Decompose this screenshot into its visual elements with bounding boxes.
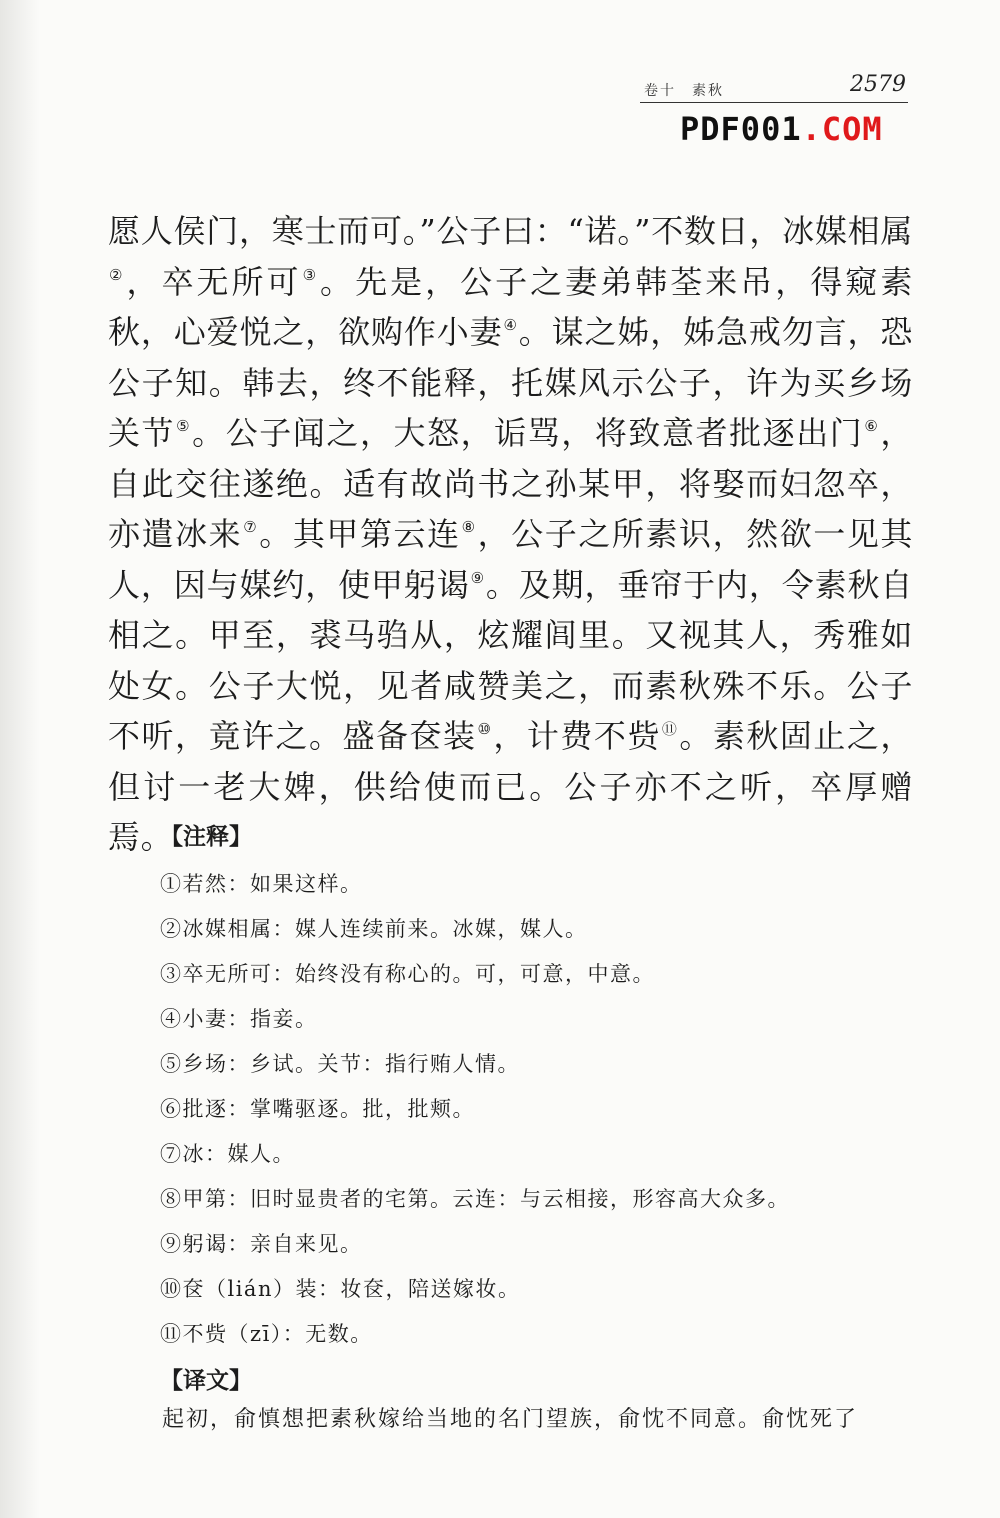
note-item: ③卒无所可：始终没有称心的。可，可意，中意。 xyxy=(160,962,655,986)
text-segment: 。其甲第云连 xyxy=(259,515,461,553)
note-item: ⑩奁（lián）装：妆奁，陪送嫁妆。 xyxy=(160,1277,521,1301)
watermark-logo xyxy=(680,110,883,148)
watermark-main: PDF001 xyxy=(680,110,802,148)
running-header xyxy=(640,74,908,103)
note-item: ⑨躬谒：亲自来见。 xyxy=(160,1232,363,1256)
page-spine-shadow xyxy=(0,0,40,1518)
note-item: ⑧甲第：旧时显贵者的宅第。云连：与云相接，形容高大众多。 xyxy=(160,1187,790,1211)
note-item: ⑥批逐：掌嘴驱逐。批，批颊。 xyxy=(160,1097,475,1121)
text-segment: ，公子之所素识，然欲一见其人，因与媒约，使甲躬谒 xyxy=(108,515,913,604)
watermark-tld: .COM xyxy=(801,110,883,148)
page-number: 2579 xyxy=(850,72,906,97)
text-segment: 。谋之姊，姊急戒勿言，恐公子知。韩去，终不能释，托媒风示公子，许为买乡场关节 xyxy=(108,313,913,452)
text-segment: 。及期，垂帘于内，令素秋自相之。甲至，裘马驺从，炫耀闾里。又视其人，秀雅如处女。公子大悦，见者咸赞美之，而素秋殊不乐。公子不听，竟许之。盛备奁装 xyxy=(108,565,913,755)
translation-heading: 【译文】 xyxy=(160,1368,252,1394)
note-item: ⑦冰：媒人。 xyxy=(160,1142,295,1166)
footnote-ref: ⑤ xyxy=(176,417,192,435)
footnote-ref: ⑥ xyxy=(864,417,880,435)
text-segment: ，自此交往遂绝。适有故尚书之孙某甲，将娶而妇忽卒，亦遣冰来 xyxy=(108,414,913,553)
translation-text: 起初，俞慎想把素秋嫁给当地的名门望族，俞忱不同意。俞忱死了 xyxy=(162,1407,859,1432)
footnote-ref: ⑪ xyxy=(661,720,679,738)
note-item: ⑪不赀（zī）：无数。 xyxy=(160,1322,373,1346)
text-segment: 愿人侯门，寒士而可。”公子曰：“诺。”不数日，冰媒相属 xyxy=(108,212,913,250)
main-text xyxy=(108,206,913,863)
footnote-ref: ③ xyxy=(302,265,320,284)
footnote-ref: ⑩ xyxy=(477,720,493,738)
text-segment: ，计费不赀 xyxy=(493,717,661,755)
note-item: ②冰媒相属：媒人连续前来。冰媒，媒人。 xyxy=(160,917,588,941)
note-item: ⑤乡场：乡试。关节：指行贿人情。 xyxy=(160,1052,520,1076)
note-item: ①若然：如果这样。 xyxy=(160,872,363,896)
text-segment: 。素秋固止之，但讨一老大婢，供给使而已。公子亦不之听，卒厚赠焉。 xyxy=(108,717,913,856)
notes-heading: 【注释】 xyxy=(160,824,252,850)
text-segment: ，卒无所可 xyxy=(126,262,302,301)
footnote-ref: ⑨ xyxy=(470,568,485,587)
footnote-ref: ④ xyxy=(503,316,518,334)
text-segment: 。公子闻之，大怒，诟骂，将致意者批逐出门 xyxy=(192,414,864,452)
chapter-label: 卷十 素秋 xyxy=(644,83,724,99)
notes-list xyxy=(160,862,920,1357)
note-item: ④小妻：指妾。 xyxy=(160,1007,318,1031)
text-segment: 。先是，公子之妻弟韩荃来吊，得窥素秋，心爱悦之，欲购作小妻 xyxy=(108,262,913,351)
footnote-ref: ② xyxy=(109,265,126,284)
footnote-ref: ⑦ xyxy=(243,518,259,536)
footnote-ref: ⑧ xyxy=(461,518,477,536)
